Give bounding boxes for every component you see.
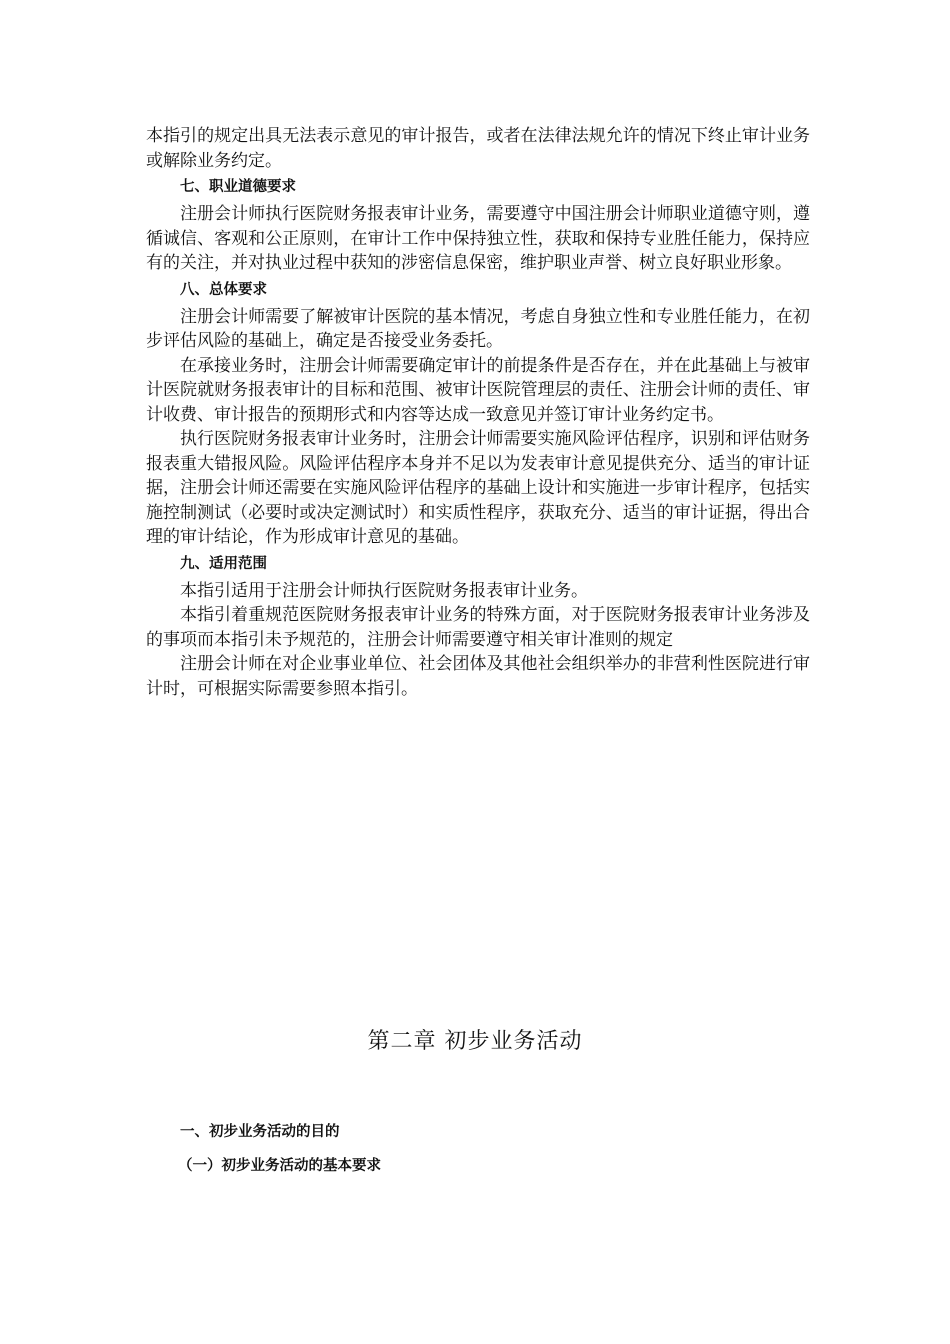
chapter-title: 第二章 初步业务活动 bbox=[367, 1029, 583, 1054]
section-heading-general: 八、总体要求 bbox=[180, 281, 267, 298]
chapter-subheading-basic-requirements: （一）初步业务活动的基本要求 bbox=[178, 1158, 381, 1174]
paragraph: 注册会计师在对企业事业单位、社会团体及其他社会组织举办的非营利性医院进行审计时，可根据实际需要参照本指引。 bbox=[146, 654, 810, 699]
document-body bbox=[146, 124, 810, 701]
paragraph: 在承接业务时，注册会计师需要确定审计的前提条件是否存在，并在此基础上与被审计医院就财务报表审计的目标和范围、被审计医院管理层的责任、注册会计师的责任、审计收费、审计报告的预期形式和内容等达成一致意见并签订审计业务约定书。 bbox=[146, 355, 810, 425]
continuation-paragraph: 本指引的规定出具无法表示意见的审计报告，或者在法律法规允许的情况下终止审计业务或解除业务约定。 bbox=[146, 126, 810, 171]
paragraph: 注册会计师执行医院财务报表审计业务，需要遵守中国注册会计师职业道德守则，遵循诚信、客观和公正原则，在审计工作中保持独立性，获取和保持专业胜任能力，保持应有的关注，并对执业过程中获知的涉密信息保密，维护职业声誉、树立良好职业形象。 bbox=[146, 204, 810, 273]
section-heading-scope: 九、适用范围 bbox=[180, 555, 267, 572]
section-heading-ethics: 七、职业道德要求 bbox=[180, 179, 296, 195]
paragraph: 本指引着重规范医院财务报表审计业务的特殊方面，对于医院财务报表审计业务涉及的事项而本指引未予规范的，注册会计师需要遵守相关审计准则的规定 bbox=[146, 605, 810, 650]
paragraph: 执行医院财务报表审计业务时，注册会计师需要实施风险评估程序，识别和评估财务报表重大错报风险。风险评估程序本身并不足以为发表审计意见提供充分、适当的审计证据，注册会计师还需要在实施风险评估程序的基础上设计和实施进一步审计程序，包括实施控制测试（必要时或决定测试时）和实质性程序，获取充分、适当的审计证据，得出合理的审计结论，作为形成审计意见的基础。 bbox=[146, 429, 810, 547]
paragraph: 本指引适用于注册会计师执行医院财务报表审计业务。 bbox=[180, 580, 588, 601]
paragraph: 注册会计师需要了解被审计医院的基本情况，考虑自身独立性和专业胜任能力，在初步评估风险的基础上，确定是否接受业务委托。 bbox=[146, 306, 810, 351]
chapter-heading-purpose: 一、初步业务活动的目的 bbox=[180, 1124, 340, 1140]
